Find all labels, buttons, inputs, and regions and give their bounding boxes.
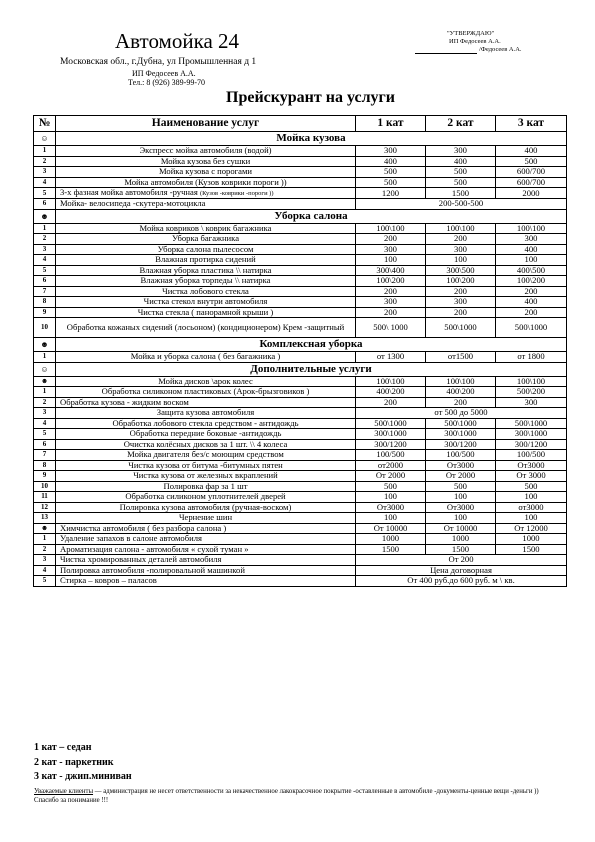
service-name xyxy=(56,460,356,471)
service-name-text: Уборка багажника xyxy=(171,233,240,244)
row-number: 9 xyxy=(34,471,56,482)
page-title: Прейскурант на услуги xyxy=(226,89,396,106)
service-name-text: Чистка кузова от битума -битумных пятен xyxy=(128,460,283,470)
price-cat2: 400\200 xyxy=(426,387,496,398)
approval-owner: ИП Федосеев А.А. xyxy=(449,38,501,45)
price-cat1: 400\200 xyxy=(356,387,426,398)
service-name-text: Влажная уборка пластика \\ натирка xyxy=(139,265,272,275)
table-row xyxy=(34,544,567,555)
price-cat3: От 12000 xyxy=(496,523,567,534)
header-service: Наименование услуг xyxy=(56,116,356,132)
price-cat2: 100 xyxy=(426,492,496,503)
service-name-text: Ароматизация салона - автомобиля « сухой туман » xyxy=(60,544,249,554)
price-table xyxy=(33,115,567,587)
price-cat2: 500 xyxy=(426,481,496,492)
price-cat3: 500\200 xyxy=(496,387,567,398)
table-row xyxy=(34,450,567,461)
price-cat3: 100\100 xyxy=(496,223,567,234)
service-name xyxy=(56,397,356,408)
price-cat1: 300\400 xyxy=(356,265,426,276)
price-cat3: 500\1000 xyxy=(496,418,567,429)
price-cat1: 100\100 xyxy=(356,223,426,234)
service-name xyxy=(56,439,356,450)
table-row xyxy=(34,199,567,210)
service-name-text: Мойка- велосипеда -скутера-мотоцикла xyxy=(60,198,206,209)
service-name-text: Полировка автомобиля -полировальной машинкой xyxy=(60,565,245,575)
table-row xyxy=(34,146,567,157)
service-name xyxy=(56,307,356,318)
row-number: 1 xyxy=(34,352,56,363)
price-cat3: 400 xyxy=(496,244,567,255)
price-cat2: 300 xyxy=(426,146,496,157)
price-cat2: 300\500 xyxy=(426,265,496,276)
row-number: 13 xyxy=(34,513,56,524)
row-number: 1 xyxy=(34,146,56,157)
price-cat2: 500\1000 xyxy=(426,318,496,338)
price-cat2: От3000 xyxy=(426,502,496,513)
price-cat2: 100 xyxy=(426,513,496,524)
row-number: 4 xyxy=(34,255,56,266)
table-row xyxy=(34,481,567,492)
table-row xyxy=(34,408,567,419)
price-cat1: От3000 xyxy=(356,502,426,513)
price-cat1: 500\ 1000 xyxy=(356,318,426,338)
price-cat1: 100 xyxy=(356,513,426,524)
service-name-text: Обработка кузова - жидким воском xyxy=(60,397,189,407)
price-cat1: 100/500 xyxy=(356,450,426,461)
price-cat2: 100/500 xyxy=(426,450,496,461)
price-cat2: От 2000 xyxy=(426,471,496,482)
approval-block xyxy=(415,30,522,54)
service-name xyxy=(56,555,356,566)
section-marker-icon: ☻ xyxy=(34,209,56,223)
table-row xyxy=(34,523,567,534)
price-cat2: 200 xyxy=(426,307,496,318)
service-name-text: Чистка хромированных деталей автомобиля xyxy=(60,554,222,565)
header-cat1: 1 кат xyxy=(356,116,426,132)
service-name xyxy=(56,318,356,338)
category-legend xyxy=(34,741,132,785)
service-name-text: Мойка и уборка салона ( без багажника ) xyxy=(130,351,281,362)
table-row xyxy=(34,307,567,318)
service-name xyxy=(56,523,356,534)
service-name-text: Уборка салона пылесосом xyxy=(157,244,254,254)
service-name xyxy=(56,376,356,387)
service-name xyxy=(56,188,356,199)
table-row xyxy=(34,576,567,587)
price-cat2: 100\100 xyxy=(426,376,496,387)
service-name xyxy=(56,429,356,440)
table-row xyxy=(34,352,567,363)
price-cat1: 1500 xyxy=(356,544,426,555)
price-cat1: 300\1000 xyxy=(356,429,426,440)
price-cat2: 1500 xyxy=(426,544,496,555)
owner-name: ИП Федосеев А.А. xyxy=(132,69,196,78)
service-name-text: Мойка автомобиля (Кузов коврики пороги )) xyxy=(124,177,287,187)
service-name xyxy=(56,492,356,503)
notice-thanks: Спасибо за понимание !!! xyxy=(34,797,109,804)
price-cat3: 400\500 xyxy=(496,265,567,276)
price-cat1: 300/1200 xyxy=(356,439,426,450)
section-header-row xyxy=(34,132,567,146)
service-name xyxy=(56,418,356,429)
service-name xyxy=(56,255,356,266)
service-name-text: 3-х фазная мойка автомобиля -ручная xyxy=(60,187,198,197)
price-cat1: От 2000 xyxy=(356,471,426,482)
category-3: 3 кат - джип.миниван xyxy=(34,771,132,782)
price-cat1: 500 xyxy=(356,177,426,188)
service-name xyxy=(56,286,356,297)
table-row xyxy=(34,502,567,513)
service-name-text: Мойка кузова с порогами xyxy=(158,166,253,177)
service-name-text: Обработка силиконом уплотнителей дверей xyxy=(125,491,286,502)
row-number: 4 xyxy=(34,177,56,188)
row-number: 9 xyxy=(34,307,56,318)
service-name-text: Химчистка автомобиля ( без разбора салона ) xyxy=(60,523,227,533)
price-cat3: 100 xyxy=(496,513,567,524)
price-cat2: 500 xyxy=(426,177,496,188)
row-number: 5 xyxy=(34,265,56,276)
row-number: ☻ xyxy=(34,523,56,534)
service-name xyxy=(56,544,356,555)
price-cat3: 100 xyxy=(496,255,567,266)
service-name xyxy=(56,297,356,308)
price-all-categories: Цена договорная xyxy=(356,565,567,576)
row-number: 3 xyxy=(34,244,56,255)
table-row xyxy=(34,177,567,188)
notice-lead: Уважаемые клиенты xyxy=(34,788,94,795)
price-cat2: 300 xyxy=(426,244,496,255)
service-name-text: Влажная протирка сидений xyxy=(155,254,256,265)
price-cat1: 500 xyxy=(356,481,426,492)
table-row xyxy=(34,376,567,387)
price-cat2: 200 xyxy=(426,286,496,297)
price-cat1: 500\1000 xyxy=(356,418,426,429)
approval-label: "УТВЕРЖДАЮ" xyxy=(447,30,495,37)
price-cat2: 200 xyxy=(426,397,496,408)
price-cat1: 500 xyxy=(356,167,426,178)
row-number: 4 xyxy=(34,418,56,429)
row-number: 1 xyxy=(34,223,56,234)
table-row xyxy=(34,223,567,234)
row-number: 7 xyxy=(34,286,56,297)
row-number: 10 xyxy=(34,318,56,338)
table-row xyxy=(34,418,567,429)
service-name-text: Обработка передние боковые -антидождь xyxy=(129,428,282,439)
service-name-note: (Кузов -коврики -пороги )) xyxy=(199,190,274,197)
section-marker-icon: ☺ xyxy=(34,132,56,146)
price-cat2: От 10000 xyxy=(426,523,496,534)
service-name xyxy=(56,199,356,210)
service-name-text: Обработка лобового стекла средством - антидождь xyxy=(112,418,299,428)
row-number: 8 xyxy=(34,460,56,471)
row-number: 6 xyxy=(34,439,56,450)
table-row xyxy=(34,492,567,503)
price-all-categories: От 400 руб.до 600 руб. м \ кв. xyxy=(356,576,567,587)
price-cat3: 200 xyxy=(496,307,567,318)
price-all-categories: 200-500-500 xyxy=(356,199,567,210)
price-cat2: 400 xyxy=(426,156,496,167)
row-number: 4 xyxy=(34,565,56,576)
phone: Тел.: 8 (926) 389-99-70 xyxy=(128,78,206,87)
row-number: 5 xyxy=(34,576,56,587)
price-cat2: от1500 xyxy=(426,352,496,363)
section-title: Мойка кузова xyxy=(56,132,567,146)
price-cat3: 100/500 xyxy=(496,450,567,461)
price-all-categories: От 200 xyxy=(356,555,567,566)
service-name xyxy=(56,156,356,167)
price-cat3: 2000 xyxy=(496,188,567,199)
row-number: 12 xyxy=(34,502,56,513)
price-cat3: 400 xyxy=(496,146,567,157)
price-cat3: 300/1200 xyxy=(496,439,567,450)
table-row xyxy=(34,286,567,297)
price-cat3: 300\1000 xyxy=(496,429,567,440)
service-name-text: Мойка кузова без сушки xyxy=(160,156,251,166)
table-row xyxy=(34,318,567,338)
table-row xyxy=(34,297,567,308)
price-cat1: 400 xyxy=(356,156,426,167)
row-number: 11 xyxy=(34,492,56,503)
price-cat1: 200 xyxy=(356,234,426,245)
table-row xyxy=(34,397,567,408)
price-cat1: от2000 xyxy=(356,460,426,471)
table-row xyxy=(34,429,567,440)
service-name xyxy=(56,177,356,188)
table-row xyxy=(34,276,567,287)
price-cat1: 200 xyxy=(356,286,426,297)
row-number: 5 xyxy=(34,429,56,440)
service-name-text: Чистка стекла ( панорамной крыши ) xyxy=(137,307,274,317)
service-name xyxy=(56,167,356,178)
price-cat3: 600/700 xyxy=(496,177,567,188)
price-cat3: 500 xyxy=(496,481,567,492)
row-number: 2 xyxy=(34,544,56,555)
service-name xyxy=(56,223,356,234)
price-cat1: от 1300 xyxy=(356,352,426,363)
row-number: 2 xyxy=(34,156,56,167)
header-number: № xyxy=(34,116,56,132)
price-cat2: 1000 xyxy=(426,534,496,545)
service-name-text: Защита кузова автомобиля xyxy=(156,407,255,418)
price-cat2: 500\1000 xyxy=(426,418,496,429)
price-cat3: 500\1000 xyxy=(496,318,567,338)
service-name-text: Стирка – ковров – паласов xyxy=(60,575,157,586)
service-name-text: Чистка кузова от железных вкраплений xyxy=(133,470,278,481)
row-number: 7 xyxy=(34,450,56,461)
price-cat1: 300 xyxy=(356,146,426,157)
signature-line xyxy=(415,53,477,54)
row-number: 1 xyxy=(34,387,56,398)
section-marker-icon: ☻ xyxy=(34,338,56,352)
service-name xyxy=(56,534,356,545)
price-cat3: От 3000 xyxy=(496,471,567,482)
service-name-text: Чистка стекол внутри автомобиля xyxy=(143,296,268,307)
table-row xyxy=(34,439,567,450)
service-name xyxy=(56,276,356,287)
price-cat2: От3000 xyxy=(426,460,496,471)
table-row xyxy=(34,188,567,199)
table-row xyxy=(34,244,567,255)
row-number: 3 xyxy=(34,555,56,566)
service-name-text: Полировка фар за 1 шт xyxy=(163,481,248,491)
service-name xyxy=(56,146,356,157)
table-header-row xyxy=(34,116,567,132)
row-number: 2 xyxy=(34,397,56,408)
service-name-text: Мойка ковриков \ коврик багажника xyxy=(139,223,272,233)
header-cat3: 3 кат xyxy=(496,116,567,132)
service-name xyxy=(56,513,356,524)
price-cat1: 1200 xyxy=(356,188,426,199)
row-number: 2 xyxy=(34,234,56,245)
service-name-text: Влажная уборка торпеды \\ натирка xyxy=(140,275,271,286)
service-name xyxy=(56,244,356,255)
price-cat3: 100\100 xyxy=(496,376,567,387)
table-row xyxy=(34,534,567,545)
section-header-row xyxy=(34,209,567,223)
price-table-body xyxy=(34,116,567,587)
price-cat2: 1500 xyxy=(426,188,496,199)
service-name xyxy=(56,576,356,587)
service-name-text: Очистка колёсных дисков за 1 шт. \\ 4 колеса xyxy=(123,439,288,449)
service-name xyxy=(56,565,356,576)
table-row xyxy=(34,265,567,276)
price-cat3: от 1800 xyxy=(496,352,567,363)
price-cat2: 300 xyxy=(426,297,496,308)
price-cat1: 100 xyxy=(356,255,426,266)
row-number: 6 xyxy=(34,199,56,210)
service-name-text: Обработка силиконом пластиковых (Арок-брызговиков ) xyxy=(101,386,310,397)
table-row xyxy=(34,565,567,576)
table-row xyxy=(34,471,567,482)
section-title: Дополнительные услуги xyxy=(56,362,567,376)
price-cat3: 300 xyxy=(496,397,567,408)
service-name xyxy=(56,234,356,245)
price-cat2: 100\100 xyxy=(426,223,496,234)
row-number: 3 xyxy=(34,408,56,419)
address: Московская обл., г.Дубна, ул Промышленная д 1 xyxy=(60,57,257,67)
row-number: 10 xyxy=(34,481,56,492)
price-cat3: 500 xyxy=(496,156,567,167)
table-row xyxy=(34,234,567,245)
section-title: Комплексная уборка xyxy=(56,338,567,352)
table-row xyxy=(34,156,567,167)
price-cat2: 500 xyxy=(426,167,496,178)
notice xyxy=(34,787,539,796)
price-cat1: 300 xyxy=(356,244,426,255)
price-cat3: 100 xyxy=(496,492,567,503)
price-cat1: 200 xyxy=(356,307,426,318)
section-header-row xyxy=(34,362,567,376)
section-header-row xyxy=(34,338,567,352)
price-cat3: 400 xyxy=(496,297,567,308)
row-number: 6 xyxy=(34,276,56,287)
service-name xyxy=(56,502,356,513)
service-name-text: Мойка двигателя без/с моющим средством xyxy=(127,449,284,460)
category-1: 1 кат – седан xyxy=(34,742,92,753)
service-name xyxy=(56,481,356,492)
price-cat3: От3000 xyxy=(496,460,567,471)
row-number: 8 xyxy=(34,297,56,308)
notice-text: — администрация не несет ответственности за некачественное лакокрасочное покрытие -оставленные в автомобиле -документы-ценные вещи -деньги )) xyxy=(93,788,539,795)
service-name xyxy=(56,352,356,363)
price-cat1: 300 xyxy=(356,297,426,308)
service-name-text: Чернение шин xyxy=(178,512,233,523)
service-name-text: Обработка кожаных сидений (лосьоном) (кондиционером) Крем -защитный xyxy=(66,321,345,332)
service-name-text: Удаление запахов в салоне автомобиля xyxy=(60,533,202,544)
service-name xyxy=(56,265,356,276)
table-row xyxy=(34,513,567,524)
table-row xyxy=(34,255,567,266)
price-all-categories: от 500 до 5000 xyxy=(356,408,567,419)
price-cat2: 300/1200 xyxy=(426,439,496,450)
row-number: 5 xyxy=(34,188,56,199)
price-cat3: 100\200 xyxy=(496,276,567,287)
service-name xyxy=(56,387,356,398)
price-cat1: 1000 xyxy=(356,534,426,545)
price-cat3: 1000 xyxy=(496,534,567,545)
service-name-text: Мойка дисков \арок колес xyxy=(158,376,253,386)
table-row xyxy=(34,460,567,471)
table-row xyxy=(34,555,567,566)
approval-signature xyxy=(415,46,522,54)
price-cat1: От 10000 xyxy=(356,523,426,534)
price-cat1: 100\200 xyxy=(356,276,426,287)
category-2: 2 кат - паркетник xyxy=(34,756,114,768)
row-number: 3 xyxy=(34,167,56,178)
table-row xyxy=(34,387,567,398)
price-cat2: 100\200 xyxy=(426,276,496,287)
price-cat1: 100\100 xyxy=(356,376,426,387)
service-name xyxy=(56,471,356,482)
service-name-text: Чистка лобового стекла xyxy=(162,286,249,296)
row-number: ☻ xyxy=(34,376,56,387)
price-cat3: 200 xyxy=(496,286,567,297)
section-marker-icon: ☺ xyxy=(34,362,56,376)
price-cat2: 100 xyxy=(426,255,496,266)
approval-signer: /Федосеев А.А. xyxy=(479,46,522,53)
price-cat3: от3000 xyxy=(496,502,567,513)
price-cat3: 600/700 xyxy=(496,167,567,178)
price-cat2: 300\1000 xyxy=(426,429,496,440)
price-cat1: 100 xyxy=(356,492,426,503)
row-number: 1 xyxy=(34,534,56,545)
service-name-text: Экспресс мойка автомобиля (водой) xyxy=(139,145,272,156)
price-cat2: 200 xyxy=(426,234,496,245)
section-title: Уборка салона xyxy=(56,209,567,223)
table-row xyxy=(34,167,567,178)
header-cat2: 2 кат xyxy=(426,116,496,132)
brand-name: Автомойка 24 xyxy=(115,29,240,53)
service-name-text: Полировка кузова автомобиля (ручная-воском) xyxy=(119,502,292,512)
price-cat3: 1500 xyxy=(496,544,567,555)
service-name xyxy=(56,408,356,419)
service-name xyxy=(56,450,356,461)
price-cat1: 200 xyxy=(356,397,426,408)
price-cat3: 300 xyxy=(496,234,567,245)
